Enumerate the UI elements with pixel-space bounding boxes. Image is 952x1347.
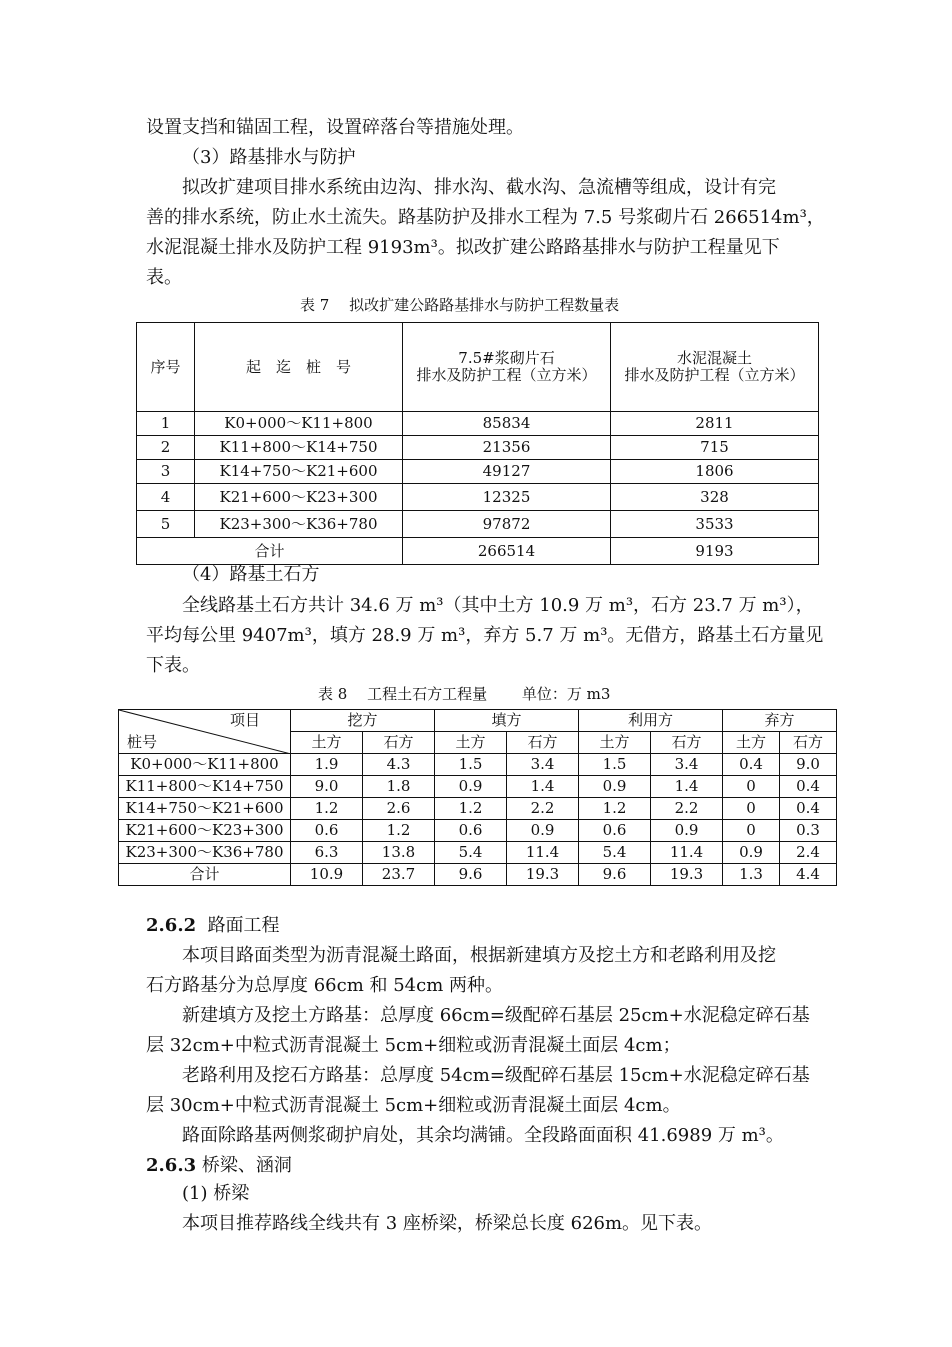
section-heading-bridges [146,1156,292,1176]
table-row [119,842,837,864]
section-number: 2.6.2 [146,915,197,936]
header-line: 排水及防护工程（立方米） [624,366,805,384]
cell: 0.9 [579,776,651,798]
cell: 6.3 [291,842,363,864]
header-cell [611,323,819,412]
paragraph-line: 平均每公里 9407m³，填方 28.9 万 m³，弃方 5.7 万 m³。无借方，路基土石方量见 [146,625,824,646]
cell: 1.5 [579,754,651,776]
paragraph-line: 全线路基土石方共计 34.6 万 m³（其中土方 10.9 万 m³，石方 23.7 万 m³）， [182,595,814,616]
table-row [137,436,819,460]
cell: K23+300～K36+780 [119,842,291,864]
cell: 0 [723,798,780,820]
cell: 1.4 [651,776,723,798]
paragraph-line: 老路利用及挖石方路基：总厚度 54cm=级配碎石基层 15cm+水泥稳定碎石基 [182,1065,810,1086]
diagonal-corner-cell [119,710,291,754]
subheading-earthwork: （4）路基土石方 [182,564,320,585]
cell: 2.4 [780,842,837,864]
table-row [119,820,837,842]
cell: 0.4 [723,754,780,776]
cell: K14+750～K21+600 [195,460,403,484]
cell: 328 [611,484,819,511]
paragraph: 设置支挡和锚固工程，设置碎落台等措施处理。 [146,117,524,138]
cell: 0.4 [780,798,837,820]
cell: K11+800～K14+750 [119,776,291,798]
cell: 23.7 [363,864,435,886]
cell: 0.6 [291,820,363,842]
cell: 2.6 [363,798,435,820]
paragraph-line: 水泥混凝土排水及防护工程 9193m³。拟改扩建公路路基排水与防护工程量见下 [146,237,780,258]
section-number: 2.6.3 [146,1155,197,1176]
cell: 1.8 [363,776,435,798]
table-total-row [137,538,819,565]
group-header-cell: 弃方 [723,710,837,732]
cell: 1.3 [723,864,780,886]
table-row [119,754,837,776]
cell: 5.4 [435,842,507,864]
paragraph-line: 新建填方及挖土方路基：总厚度 66cm=级配碎石基层 25cm+水泥稳定碎石基 [182,1005,810,1026]
sub-header-cell: 土方 [435,732,507,754]
group-header-cell: 填方 [435,710,579,732]
cell: 0.6 [579,820,651,842]
header-cell [403,323,611,412]
cell: 4 [137,484,195,511]
cell: 3533 [611,511,819,538]
cell: 0.9 [507,820,579,842]
cell: 1.2 [363,820,435,842]
paragraph-line: 石方路基分为总厚度 66cm 和 54cm 两种。 [146,975,503,996]
table-row [137,460,819,484]
cell: 715 [611,436,819,460]
cell: 2.2 [507,798,579,820]
sub-header-cell: 土方 [291,732,363,754]
total-label-cell: 合计 [119,864,291,886]
cell: 97872 [403,511,611,538]
cell: 1.2 [435,798,507,820]
table-row [137,412,819,436]
cell: K21+600～K23+300 [195,484,403,511]
table-total-row [119,864,837,886]
cell: 3.4 [651,754,723,776]
section-heading-pavement [146,916,280,936]
cell: K0+000～K11+800 [195,412,403,436]
header-line: 排水及防护工程（立方米） [416,366,597,384]
cell: K21+600～K23+300 [119,820,291,842]
subheading-bridges: (1) 桥梁 [182,1183,250,1204]
cell: 13.8 [363,842,435,864]
paragraph-line: 善的排水系统，防止水土流失。路基防护及排水工程为 7.5 号浆砌片石 266514m³， [146,207,825,228]
cell: 21356 [403,436,611,460]
table-header-row [137,323,819,412]
cell: 11.4 [651,842,723,864]
paragraph-line: 表。 [146,267,182,288]
header-cell: 起 迄 桩 号 [195,323,403,412]
cell: 1.4 [507,776,579,798]
group-header-cell: 利用方 [579,710,723,732]
cell: 9193 [611,538,819,565]
sub-header-cell: 土方 [579,732,651,754]
cell: K11+800～K14+750 [195,436,403,460]
section-title: 桥梁、涵洞 [201,1155,292,1176]
cell: 2 [137,436,195,460]
cell: 2811 [611,412,819,436]
cell: 9.6 [579,864,651,886]
cell: 0.9 [651,820,723,842]
table-row [119,798,837,820]
header-line: 7.5#浆砌片石 [458,349,555,367]
cell: 12325 [403,484,611,511]
cell: 0.6 [435,820,507,842]
table-row [119,776,837,798]
total-label-cell: 合计 [137,538,403,565]
paragraph-line: 层 32cm+中粒式沥青混凝土 5cm+细粒或沥青混凝土面层 4cm； [146,1035,681,1056]
cell: 0.3 [780,820,837,842]
cell: K0+000～K11+800 [119,754,291,776]
cell: 1.2 [291,798,363,820]
sub-header-cell: 石方 [651,732,723,754]
cell: 3.4 [507,754,579,776]
table-row [137,484,819,511]
cell: 1.5 [435,754,507,776]
cell: 0.9 [723,842,780,864]
cell: 9.6 [435,864,507,886]
paragraph-line: 下表。 [146,655,200,676]
subheading-drainage: （3）路基排水与防护 [182,147,356,168]
cell: 11.4 [507,842,579,864]
cell: 1.9 [291,754,363,776]
cell: 10.9 [291,864,363,886]
cell: 9.0 [780,754,837,776]
section-title: 路面工程 [207,915,280,936]
paragraph-line: 层 30cm+中粒式沥青混凝土 5cm+细粒或沥青混凝土面层 4cm。 [146,1095,681,1116]
cell: 5.4 [579,842,651,864]
group-header-cell: 挖方 [291,710,435,732]
table7-drainage-quantities [136,322,819,565]
cell: 0 [723,776,780,798]
paragraph-line: 拟改扩建项目排水系统由边沟、排水沟、截水沟、急流槽等组成，设计有完 [182,177,776,198]
cell: 4.4 [780,864,837,886]
paragraph-line: 本项目推荐路线全线共有 3 座桥梁，桥梁总长度 626m。见下表。 [182,1213,713,1234]
cell: K14+750～K21+600 [119,798,291,820]
cell: 19.3 [507,864,579,886]
cell: 1806 [611,460,819,484]
cell: 5 [137,511,195,538]
table7-caption: 表 7 拟改扩建公路路基排水与防护工程数量表 [300,296,620,314]
cell: 85834 [403,412,611,436]
cell: 0 [723,820,780,842]
cell: 266514 [403,538,611,565]
cell: 0.4 [780,776,837,798]
cell: 19.3 [651,864,723,886]
cell: 2.2 [651,798,723,820]
paragraph-line: 本项目路面类型为沥青混凝土路面，根据新建填方及挖土方和老路利用及挖 [182,945,776,966]
paragraph-line: 路面除路基两侧浆砌护肩处，其余均满铺。全段路面面积 41.6989 万 m³。 [182,1125,784,1146]
header-line: 水泥混凝土 [676,349,752,367]
table-header-row [119,710,837,732]
sub-header-cell: 石方 [507,732,579,754]
cell: 4.3 [363,754,435,776]
cell: 49127 [403,460,611,484]
cell: K23+300～K36+780 [195,511,403,538]
corner-label-station: 桩号 [127,733,158,751]
header-cell: 序号 [137,323,195,412]
corner-label-item: 项目 [229,711,260,729]
table-row [137,511,819,538]
cell: 9.0 [291,776,363,798]
cell: 0.9 [435,776,507,798]
cell: 3 [137,460,195,484]
table8-earthwork-quantities [118,709,837,886]
cell: 1.2 [579,798,651,820]
table8-caption: 表 8 工程土石方工程量 单位：万 m3 [318,685,611,703]
cell: 1 [137,412,195,436]
sub-header-cell: 石方 [363,732,435,754]
sub-header-cell: 石方 [780,732,837,754]
sub-header-cell: 土方 [723,732,780,754]
